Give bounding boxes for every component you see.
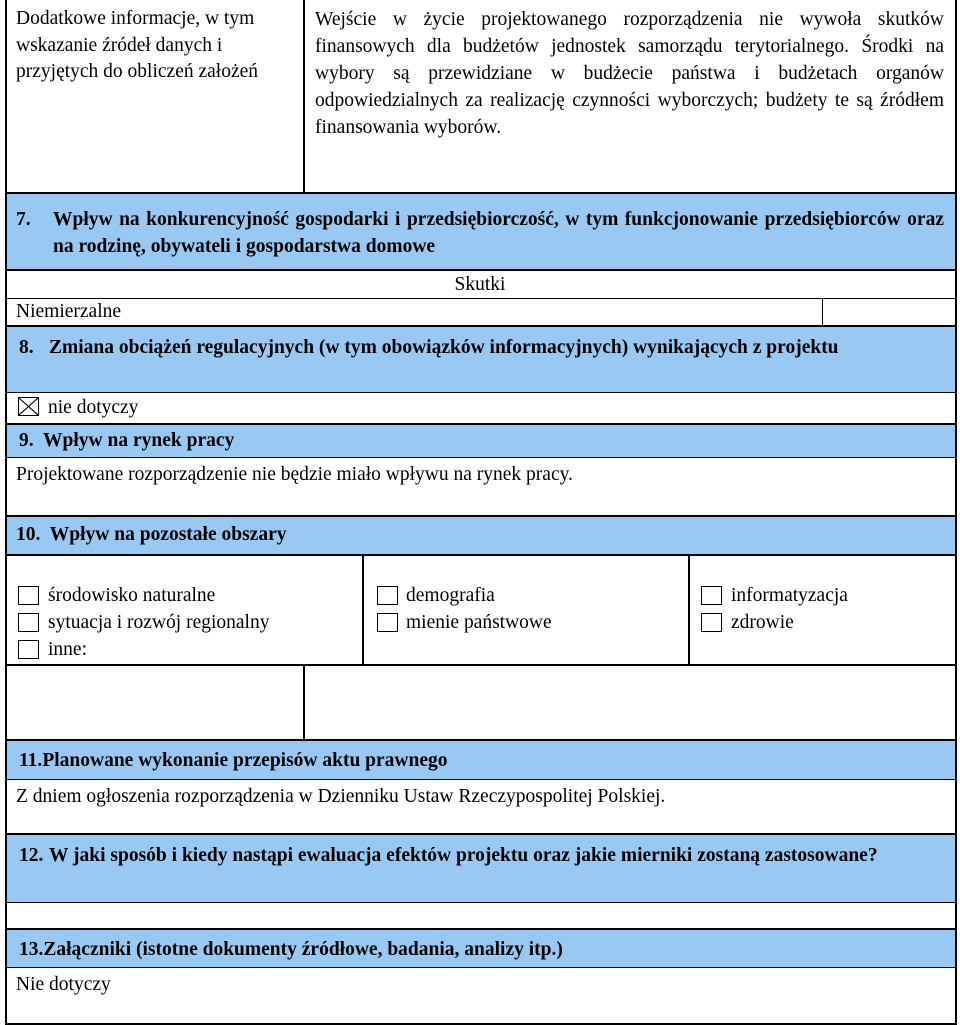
row-line (5, 392, 956, 393)
sec11-heading (19, 748, 448, 775)
table-border-left (5, 0, 7, 1025)
sec9-number: 9. (19, 430, 34, 451)
sec7-row-label: Niemierzalne (16, 301, 122, 322)
sec13-heading (19, 937, 563, 964)
option-label: demografia (406, 585, 495, 606)
sec8-heading (19, 335, 944, 362)
sec12-number: 12. (19, 845, 44, 866)
sec9-heading (19, 428, 234, 455)
sec11-title: Planowane wykonanie przepisów aktu prawnego (42, 750, 448, 771)
checkbox-mienie-panstwowe[interactable] (377, 613, 398, 632)
sec9-title: Wpływ na rynek pracy (43, 430, 235, 451)
sec8-checkbox[interactable] (18, 397, 39, 416)
row-line (5, 423, 956, 425)
row-line (5, 739, 956, 741)
sec12-title: W jaki sposób i kiedy nastąpi ewaluacja efektów projektu oraz jakie mierniki zostaną zastosowane? (49, 845, 878, 866)
row-line (5, 269, 956, 271)
checkbox-sytuacja-regionalna[interactable] (18, 613, 39, 632)
row-line (5, 928, 956, 930)
checkbox-srodowisko[interactable] (18, 586, 39, 605)
checkbox-demografia[interactable] (377, 586, 398, 605)
option-label: mienie państwowe (406, 612, 552, 633)
sec13-number: 13. (19, 939, 44, 960)
sec12-heading (19, 843, 944, 870)
row-line (5, 967, 956, 968)
checkbox-inne[interactable] (18, 640, 39, 659)
sec8-number: 8. (19, 337, 34, 358)
sec10-title: Wpływ na pozostałe obszary (49, 524, 287, 545)
sec6-divider (303, 0, 305, 193)
sec7-col-header: Skutki (454, 274, 506, 295)
table-border-right (955, 0, 957, 1025)
sec13-title: Załączniki (istotne dokumenty źródłowe, badania, analizy itp.) (43, 939, 563, 960)
row-line (5, 515, 956, 517)
row-line (5, 457, 956, 458)
row-line (5, 902, 956, 903)
checked-x-icon (19, 398, 38, 415)
sec10-number: 10. (16, 524, 41, 545)
sec11-number: 11. (19, 750, 43, 771)
sec6-left-label: Dodatkowe informacje, w tym wskazanie źródeł danych i przyjętych do obliczeń założeń (16, 8, 259, 82)
row-line (5, 664, 956, 666)
option-label: informatyzacja (731, 585, 848, 606)
option-label: środowisko naturalne (48, 585, 216, 606)
checkbox-informatyzacja[interactable] (701, 586, 722, 605)
row-line (5, 554, 956, 556)
row-line (5, 325, 956, 327)
option-label: zdrowie (731, 612, 794, 633)
sec8-title: Zmiana obciążeń regulacyjnych (w tym obowiązków informacyjnych) wynikających z projektu (49, 337, 839, 358)
sec13-text: Nie dotyczy (16, 974, 111, 995)
sec7-title: Wpływ na konkurencyjność gospodarki i przedsiębiorczość, w tym funkcjonowanie przedsiębiorców oraz na rodzinę, obywateli i gospodarstwa domowe (53, 209, 944, 257)
sec9-text: Projektowane rozporządzenie nie będzie miało wpływu na rynek pracy. (16, 464, 573, 485)
sec10-lower-divider (303, 664, 305, 740)
checkbox-zdrowie[interactable] (701, 613, 722, 632)
row-line (5, 779, 956, 780)
sec7-heading (16, 206, 944, 260)
sec10-heading (16, 522, 287, 549)
row-line (5, 833, 956, 835)
row-line (5, 192, 956, 194)
table-border-bottom (5, 1023, 956, 1025)
sec10-col-divider (362, 554, 364, 665)
sec8-option-label: nie dotyczy (48, 397, 139, 418)
sec7-number: 7. (16, 209, 31, 230)
option-label: inne: (48, 639, 87, 660)
cell-divider (822, 298, 823, 326)
sec10-col-divider (688, 554, 690, 665)
sec11-text: Z dniem ogłoszenia rozporządzenia w Dzienniku Ustaw Rzeczypospolitej Polskiej. (16, 786, 666, 807)
option-label: sytuacja i rozwój regionalny (48, 612, 270, 633)
sec6-right-text: Wejście w życie projektowanego rozporządzenia nie wywoła skutków finansowych dla budżetów jednostek samorządu terytorialnego. Środki na wybory są przewidziane w budżecie państwa i budżetach organów odpowiedzialnych za realizację czynności wyborczych; budżety te są źródłem finansowania wyborów. (315, 9, 944, 138)
